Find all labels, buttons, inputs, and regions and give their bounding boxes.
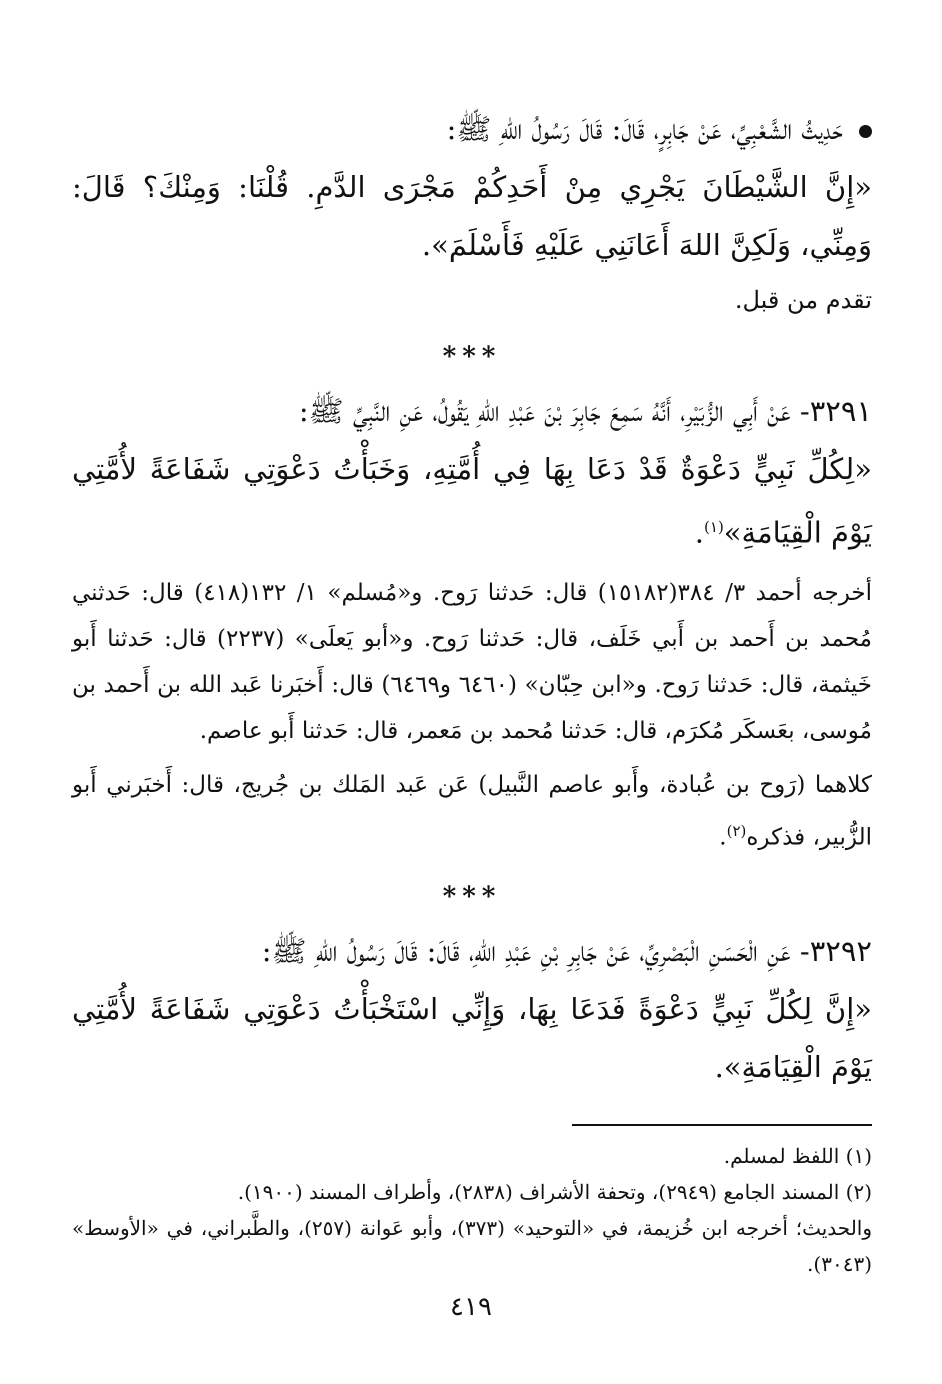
hadith-3291-text-body: «لِكُلِّ نَبِيٍّ دَعْوَةٌ قَدْ دَعَا بِهَا فِي أُمَّتِهِ، وَخَبَأْتُ دَعْوَتِي شَفَاعَةً لأُمَّتِي يَوْمَ الْقِيَامَةِ» (72, 452, 872, 550)
bullet-icon (859, 125, 872, 138)
page-number: ٤١٩ (450, 1292, 492, 1322)
hadith-3292-text: «إِنَّ لِكُلِّ نَبِيٍّ دَعْوَةً فَدَعَا بِهَا، وَإِنِّي اسْتَخْبَأْتُ دَعْوَتِي شَفَاعَةً لأُمَّتِي يَوْمَ الْقِيَامَةِ». (72, 992, 872, 1085)
intro-note: تقدم من قبل. (734, 286, 872, 314)
footnote-3: والحديث؛ أخرجه ابن خُزيمة، في «التوحيد» (٣٧٣)، وأبو عَوانة (٢٥٧)، والطَّبراني، في «الأوسط» (٣٠٤٣). (72, 1216, 873, 1277)
footnote-ref-2[interactable]: (٢) (726, 821, 747, 840)
hadith-3292-heading: ٣٢٩٢- عَنِ الْحَسَنِ الْبَصْرِيِّ، عَنْ جَابِرِ بْنِ عَبْدِ اللهِ، قَالَ: قَالَ رَسُولُ اللهِ ﷺ: (261, 934, 872, 969)
hadith-3291-commentary-1: أخرجه أحمد ٣/ ٣٨٤(١٥١٨٢) قال: حَدثنا رَوح. و«مُسلم» ١/ ١٣٢(٤١٨) قال: حَدثني مُحمد بن أَحمد بن أَبي خَلَف، قال: حَدثنا رَوح. و«أبو يَعلَى» (٢٢٣٧) قال: حَدثنا أَبو خَيثمة، قال: حَدثنا رَوح. و«ابن حِبّان» (٦٤٦٠ و٦٤٦٩) قال: أَخبَرنا عَبد الله بن أَحمد بن مُوسى، بعَسكَر مُكرَم، قال: حَدثنا مُحمد بن مَعمر، قال: حَدثنا أَبو عاصم. (72, 579, 873, 744)
hadith-3291-heading: ٣٢٩١- عَنْ أَبِي الزُّبَيْرِ، أَنَّهُ سَمِعَ جَابِرَ بْنَ عَبْدِ اللهِ يَقُولُ، عَنِ النَّبِيِّ ﷺ: (298, 394, 872, 428)
hadith-3291-commentary-2-end: . (719, 824, 727, 851)
intro-heading-text: حَدِيثُ الشَّعْبِيِّ، عَنْ جَابِرٍ، قَالَ: قَالَ رَسُولُ اللهِ ﷺ: (446, 112, 843, 146)
intro-heading (72, 100, 872, 158)
intro-hadith-text: «إِنَّ الشَّيْطَانَ يَجْرِي مِنْ أَحَدِكُمْ مَجْرَى الدَّمِ. قُلْنَا: وَمِنْكَ؟ قَالَ: وَمِنِّي، وَلَكِنَّ اللهَ أَعَانَنِي عَلَيْهِ فَأَسْلَمَ». (72, 170, 872, 262)
section-separator-2: *** (442, 882, 502, 913)
hadith-3291-text-end: . (694, 515, 705, 550)
footnote-1: (١) اللفظ لمسلم. (723, 1144, 872, 1169)
section-separator: *** (442, 342, 502, 372)
hadith-3291-commentary-2-body: كلاهما (رَوح بن عُبادة، وأَبو عاصم النَّبيل) عَن عَبد المَلك بن جُريج، قال: أَخبَرني أَبو الزُّبير، فذكره (72, 771, 872, 851)
footnote-ref-1[interactable]: (١) (704, 518, 724, 536)
footnote-2: (٢) المسند الجامع (٢٩٤٩)، وتحفة الأشراف (٢٨٣٨)، وأطراف المسند (١٩٠٠). (237, 1180, 872, 1205)
hadith-3291-commentary-2 (72, 762, 872, 861)
footnote-divider (572, 1124, 872, 1126)
hadith-3291-text (72, 440, 872, 562)
